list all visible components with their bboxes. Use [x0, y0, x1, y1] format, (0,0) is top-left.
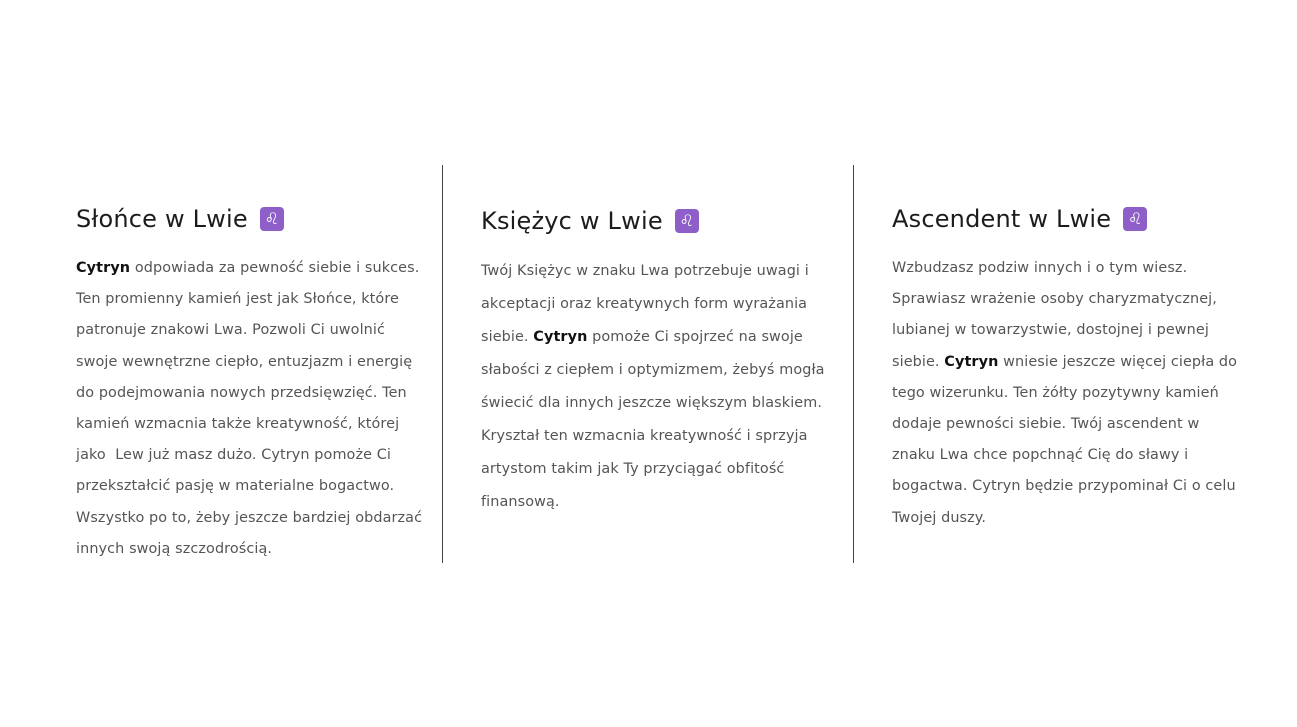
text-line: kamień wzmacnia także kreatywność, której	[76, 416, 400, 433]
column-divider	[442, 165, 443, 563]
column-divider	[853, 165, 854, 563]
text-line: finansową.	[481, 494, 560, 510]
text-line: do podejmowania nowych przedsięwzięć. Ten	[76, 384, 407, 401]
text-line: Kryształ ten wzmacnia kreatywność i sprzyja	[481, 428, 808, 444]
text-line: patronuje znakowi Lwa. Pozwoli Ci uwolnić	[76, 322, 385, 339]
ascendant-in-leo-title: Ascendent w Lwie	[892, 205, 1112, 233]
text-line: świecić dla innych jeszcze większym blaskiem.	[481, 395, 823, 411]
leo-zodiac-icon: ♌	[1123, 207, 1147, 231]
stone-name: Cytryn	[944, 353, 999, 370]
text-line: słabości z ciepłem i optymizmem, żebyś mogła	[481, 362, 825, 378]
text-line: dodaje pewności siebie. Twój ascendent w	[892, 416, 1200, 433]
text-line: swoje wewnętrzne ciepło, entuzjazm i energię	[76, 353, 413, 370]
text-line: Wzbudzasz podziw innych i o tym wiesz.	[892, 260, 1188, 276]
stone-name: Cytryn	[533, 329, 588, 345]
text-line: Wszystko po to, żeby jeszcze bardziej obdarzać	[76, 509, 423, 526]
sun-in-leo-column	[76, 205, 426, 565]
text-line: Sprawiasz wrażenie osoby charyzmatycznej,	[892, 291, 1217, 308]
text-line: Twojej duszy.	[892, 509, 987, 526]
text-line: tego wizerunku. Ten żółty pozytywny kamień	[892, 384, 1219, 401]
moon-in-leo-heading	[481, 207, 836, 235]
text-line: innych swoją szczodrością.	[76, 540, 273, 557]
moon-in-leo-column	[481, 207, 836, 519]
stone-name: Cytryn	[76, 260, 131, 276]
sun-in-leo-title: Słońce w Lwie	[76, 205, 248, 233]
leo-zodiac-icon: ♌	[260, 207, 284, 231]
text-line: Twój Księżyc w znaku Lwa potrzebuje uwagi i	[481, 263, 809, 279]
text-line: znaku Lwa chce popchnąć Cię do sławy i	[892, 447, 1189, 464]
ascendant-in-leo-column	[892, 205, 1237, 534]
sun-in-leo-description	[76, 253, 426, 565]
ascendant-in-leo-heading	[892, 205, 1237, 233]
text-line: jako Lew już masz dużo. Cytryn pomoże Ci	[76, 447, 391, 464]
leo-zodiac-icon: ♌	[675, 209, 699, 233]
ascendant-in-leo-description	[892, 253, 1237, 534]
text-line: Ten promienny kamień jest jak Słońce, które	[76, 291, 399, 308]
moon-in-leo-description	[481, 255, 836, 519]
text-line: bogactwa. Cytryn będzie przypominał Ci o celu	[892, 478, 1236, 495]
text-line: siebie. Cytryn wniesie jeszcze więcej ciepła do	[892, 353, 1238, 370]
text-line: akceptacji oraz kreatywnych form wyrażania	[481, 296, 808, 312]
text-line: przekształcić pasję w materialne bogactwo.	[76, 478, 395, 495]
text-line: Cytryn odpowiada za pewność siebie i sukces.	[76, 260, 420, 276]
sun-in-leo-heading	[76, 205, 426, 233]
text-line: siebie. Cytryn pomoże Ci spojrzeć na swoje	[481, 329, 803, 345]
moon-in-leo-title: Księżyc w Lwie	[481, 207, 663, 235]
text-line: lubianej w towarzystwie, dostojnej i pewnej	[892, 322, 1209, 339]
text-line: artystom takim jak Ty przyciągać obfitość	[481, 461, 785, 477]
